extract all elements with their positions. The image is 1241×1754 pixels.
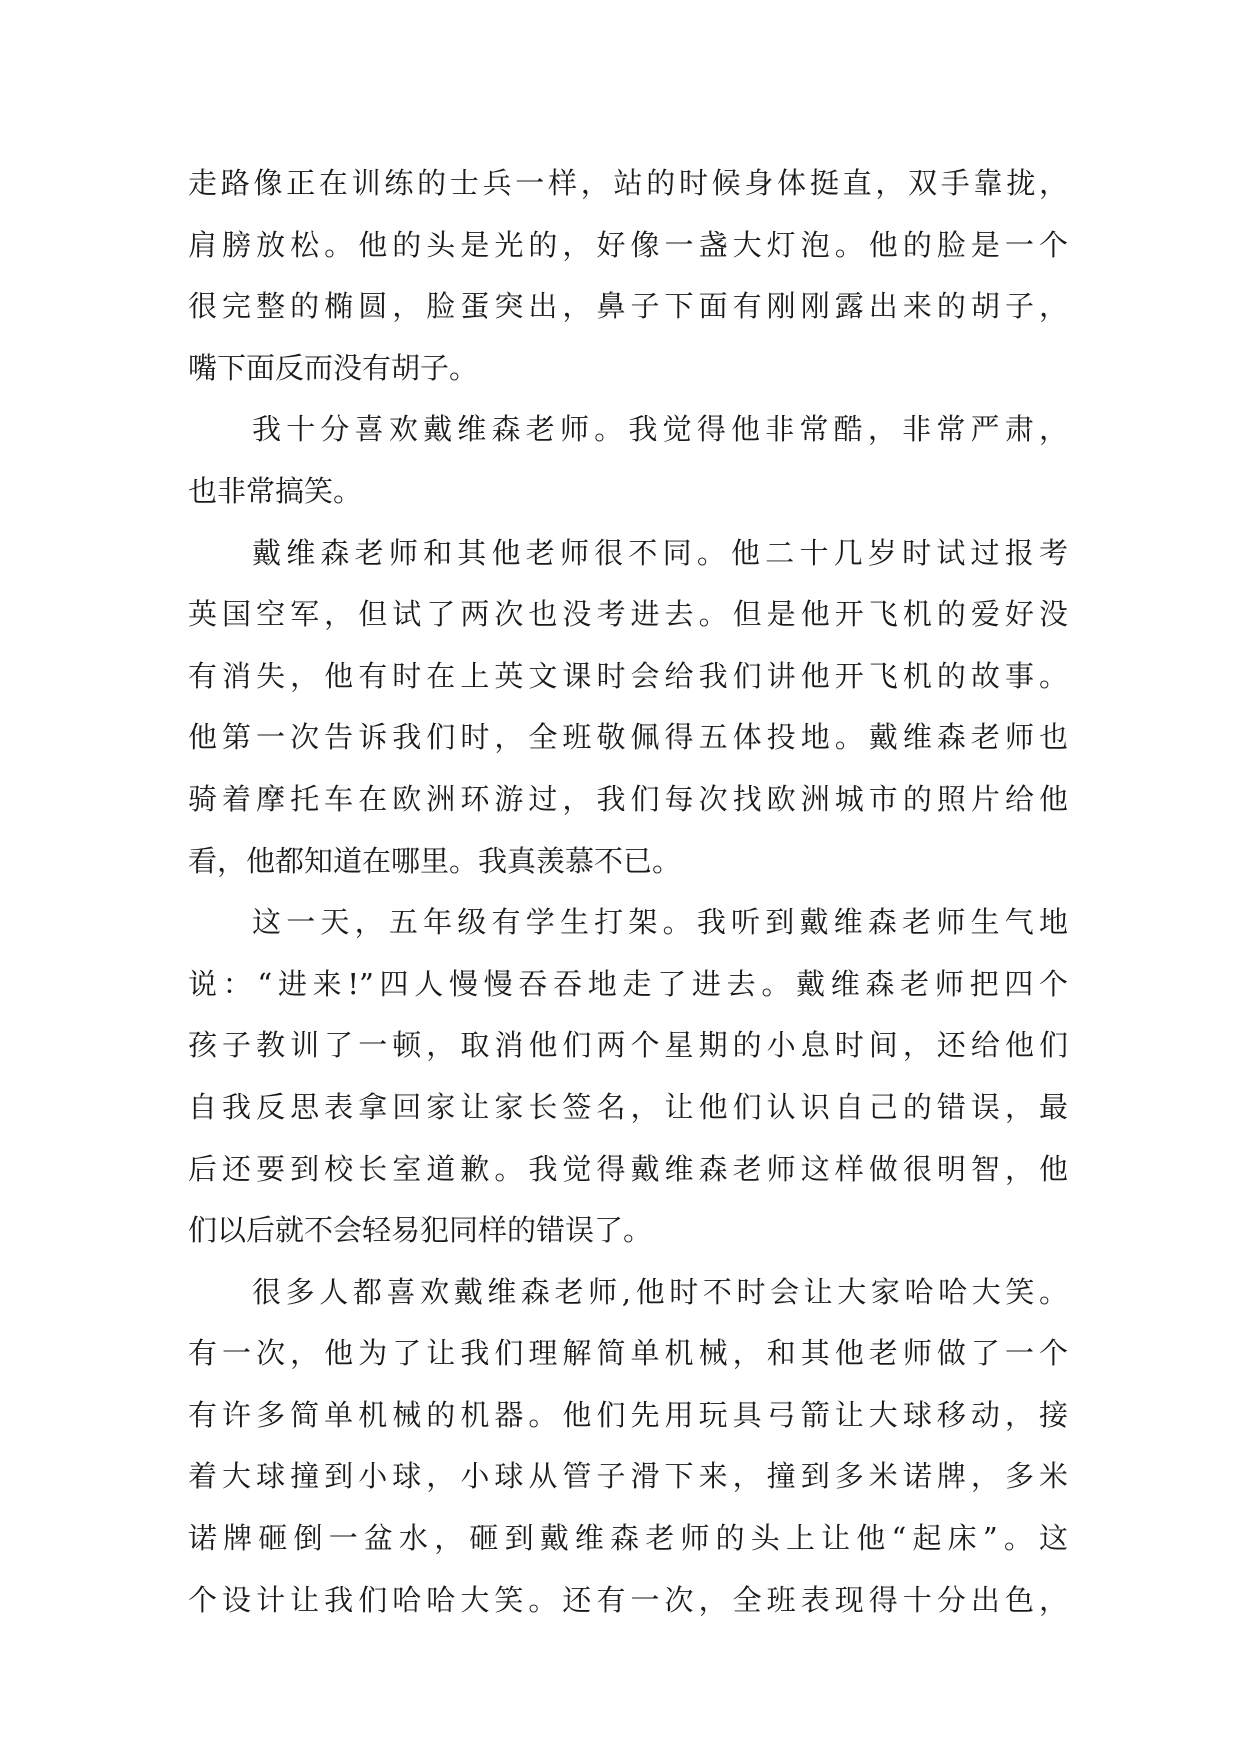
text-line: 说：“进来!”四人慢慢吞吞地走了进去。戴维森老师把四个 [188,966,1068,1001]
text-line: 骑着摩托车在欧洲环游过，我们每次找欧洲城市的照片给他 [188,781,1068,816]
text-line: 走路像正在训练的士兵一样，站的时候身体挺直，双手靠拢， [188,166,1068,200]
text-line: 他第一次告诉我们时，全班敬佩得五体投地。戴维森老师也 [188,720,1068,755]
text-line: 自我反思表拿回家让家长签名，让他们认识自己的错误，最 [188,1089,1068,1124]
text-line: 也非常搞笑。 [188,473,363,508]
text-line: 有许多简单机械的机器。他们先用玩具弓箭让大球移动，接 [188,1397,1068,1432]
paragraph-first-line: 很多人都喜欢戴维森老师,他时不时会让大家哈哈大笑。 [252,1274,1068,1309]
text-line: 们以后就不会轻易犯同样的错误了。 [188,1213,653,1248]
essay-body [188,153,1068,1631]
text-line: 诺牌砸倒一盆水，砸到戴维森老师的头上让他“起床”。这 [188,1521,1068,1556]
text-line: 个设计让我们哈哈大笑。还有一次，全班表现得十分出色， [188,1582,1068,1617]
text-line: 有一次，他为了让我们理解简单机械，和其他老师做了一个 [188,1336,1068,1371]
paragraph-first-line: 这一天，五年级有学生打架。我听到戴维森老师生气地 [252,905,1068,940]
paragraph-first-line: 我十分喜欢戴维森老师。我觉得他非常酷，非常严肃， [252,412,1068,447]
text-line: 有消失，他有时在上英文课时会给我们讲他开飞机的故事。 [188,658,1068,693]
text-line: 看，他都知道在哪里。我真羡慕不已。 [188,843,682,878]
paragraph-first-line: 戴维森老师和其他老师很不同。他二十几岁时试过报考 [252,535,1068,570]
text-line: 肩膀放松。他的头是光的，好像一盏大灯泡。他的脸是一个 [188,227,1068,262]
text-line: 英国空军，但试了两次也没考进去。但是他开飞机的爱好没 [188,597,1068,632]
text-line: 很完整的椭圆，脸蛋突出，鼻子下面有刚刚露出来的胡子， [188,289,1068,324]
text-line: 孩子教训了一顿，取消他们两个星期的小息时间，还给他们 [188,1028,1068,1063]
text-line: 着大球撞到小球，小球从管子滑下来，撞到多米诺牌，多米 [188,1459,1068,1494]
text-line: 嘴下面反而没有胡子。 [188,350,479,385]
text-line: 后还要到校长室道歉。我觉得戴维森老师这样做很明智，他 [188,1151,1068,1186]
